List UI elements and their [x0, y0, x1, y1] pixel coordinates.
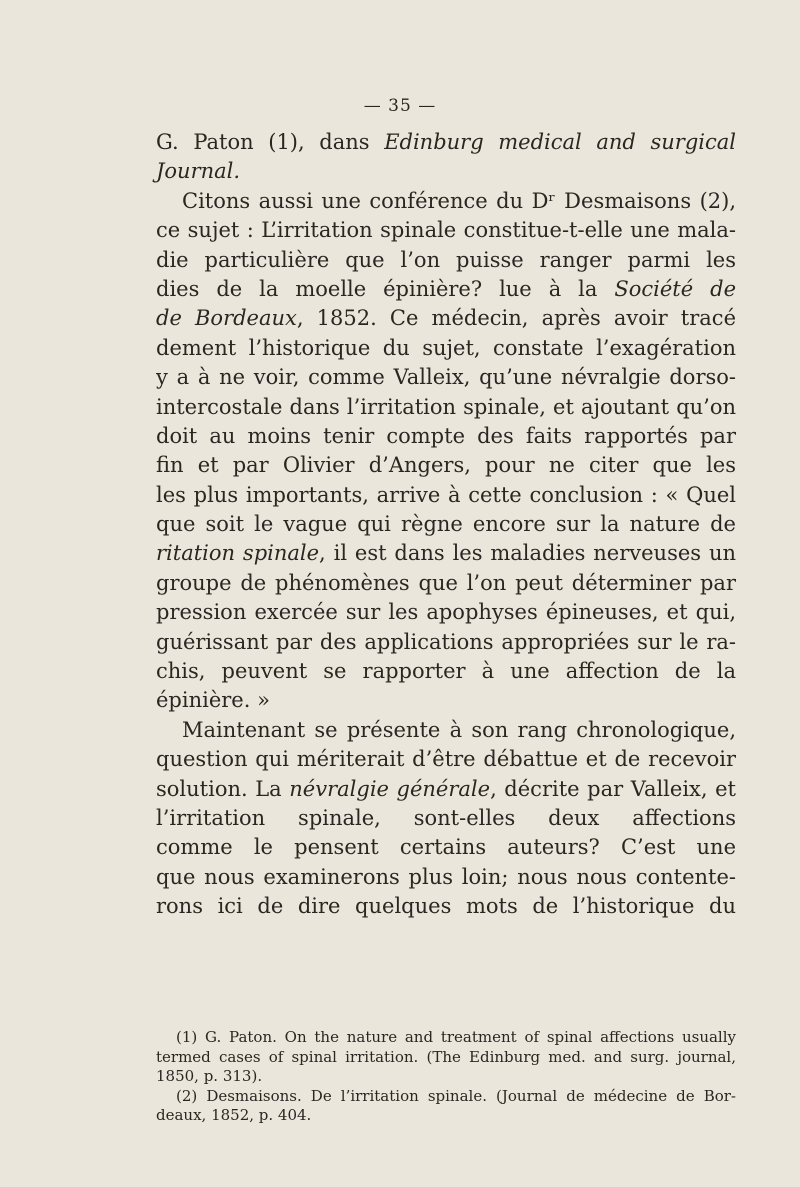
body-line: question qui mériterait d’être débattue et de recevoir	[156, 747, 736, 772]
body-line	[156, 157, 736, 186]
footnote-line: 1850, p. 313).	[156, 1067, 263, 1085]
footnote-line: termed cases of spinal irritation. (The Edinburg med. and surg. journal,	[156, 1047, 736, 1066]
body-line: Maintenant se présente à son rang chronologique,	[182, 717, 736, 742]
body-line: dement l’historique du sujet, constate l’exagération	[156, 335, 736, 360]
body-line: les plus importants, arrive à cette conclusion : « Quel	[156, 482, 736, 507]
body-line: G. Paton (1), dans Edinburg medical and surgical	[156, 130, 736, 154]
italic-span: ritation spinale	[156, 541, 320, 566]
body-line: que soit le vague qui règne encore sur la nature de	[156, 512, 736, 537]
body-line: ritation spinale, il est dans les maladies nerveuses un	[156, 541, 736, 566]
body-line: guérissant par des applications appropriées sur le ra-	[156, 629, 736, 654]
italic-span: Edinburg medical and surgical	[384, 130, 736, 154]
footnotes	[156, 1028, 736, 1126]
body-line: dies de la moelle épinière? lue à la Société de	[156, 275, 736, 304]
body-line: épinière. »	[156, 688, 270, 713]
body-line: pression exercée sur les apophyses épineuses, et qui,	[156, 600, 736, 625]
body-line: groupe de phénomènes que l’on peut déterminer par	[156, 570, 736, 595]
footnote-line: deaux, 1852, p. 404.	[156, 1106, 312, 1124]
body-line: que nous examinerons plus loin; nous nous contente-	[156, 864, 736, 889]
footnote-line: (2) Desmaisons. De l’irritation spinale. (Journal de médecine de Bor-	[176, 1086, 736, 1105]
body-text	[156, 128, 736, 922]
body-line: comme le pensent certains auteurs? C’est une	[156, 835, 736, 860]
body-line: chis, peuvent se rapporter à une affection de la	[156, 659, 736, 684]
body-line: l’irritation spinale, sont-elles deux affections	[156, 805, 736, 830]
italic-span: Société de	[614, 276, 736, 301]
italic-span: de Bordeaux	[156, 306, 297, 331]
footnote-line: (1) G. Paton. On the nature and treatment of spinal affections usually	[176, 1028, 736, 1046]
body-line: die particulière que l’on puisse ranger parmi les	[156, 247, 736, 272]
body-line: intercostale dans l’irritation spinale, et ajoutant qu’on	[156, 394, 736, 419]
body-line: doit au moins tenir compte des faits rapportés par	[156, 423, 736, 448]
body-line: y a à ne voir, comme Valleix, qu’une névralgie dorso-	[156, 365, 736, 390]
body-line: Citons aussi une conférence du Dʳ Desmaisons (2),	[182, 188, 736, 213]
body-line: solution. La névralgie générale, décrite par Valleix, et	[156, 776, 736, 801]
body-line: fin et par Olivier d’Angers, pour ne citer que les	[156, 453, 736, 478]
page-number: — 35 —	[363, 96, 437, 116]
italic-span: névralgie générale	[289, 776, 491, 801]
body-line: rons ici de dire quelques mots de l’historique du	[156, 894, 736, 919]
italic-span: Journal.	[156, 159, 241, 184]
body-line: ce sujet : L’irritation spinale constitue-t-elle une mala-	[156, 218, 736, 243]
body-line: de Bordeaux, 1852. Ce médecin, après avoir tracé	[156, 306, 736, 331]
